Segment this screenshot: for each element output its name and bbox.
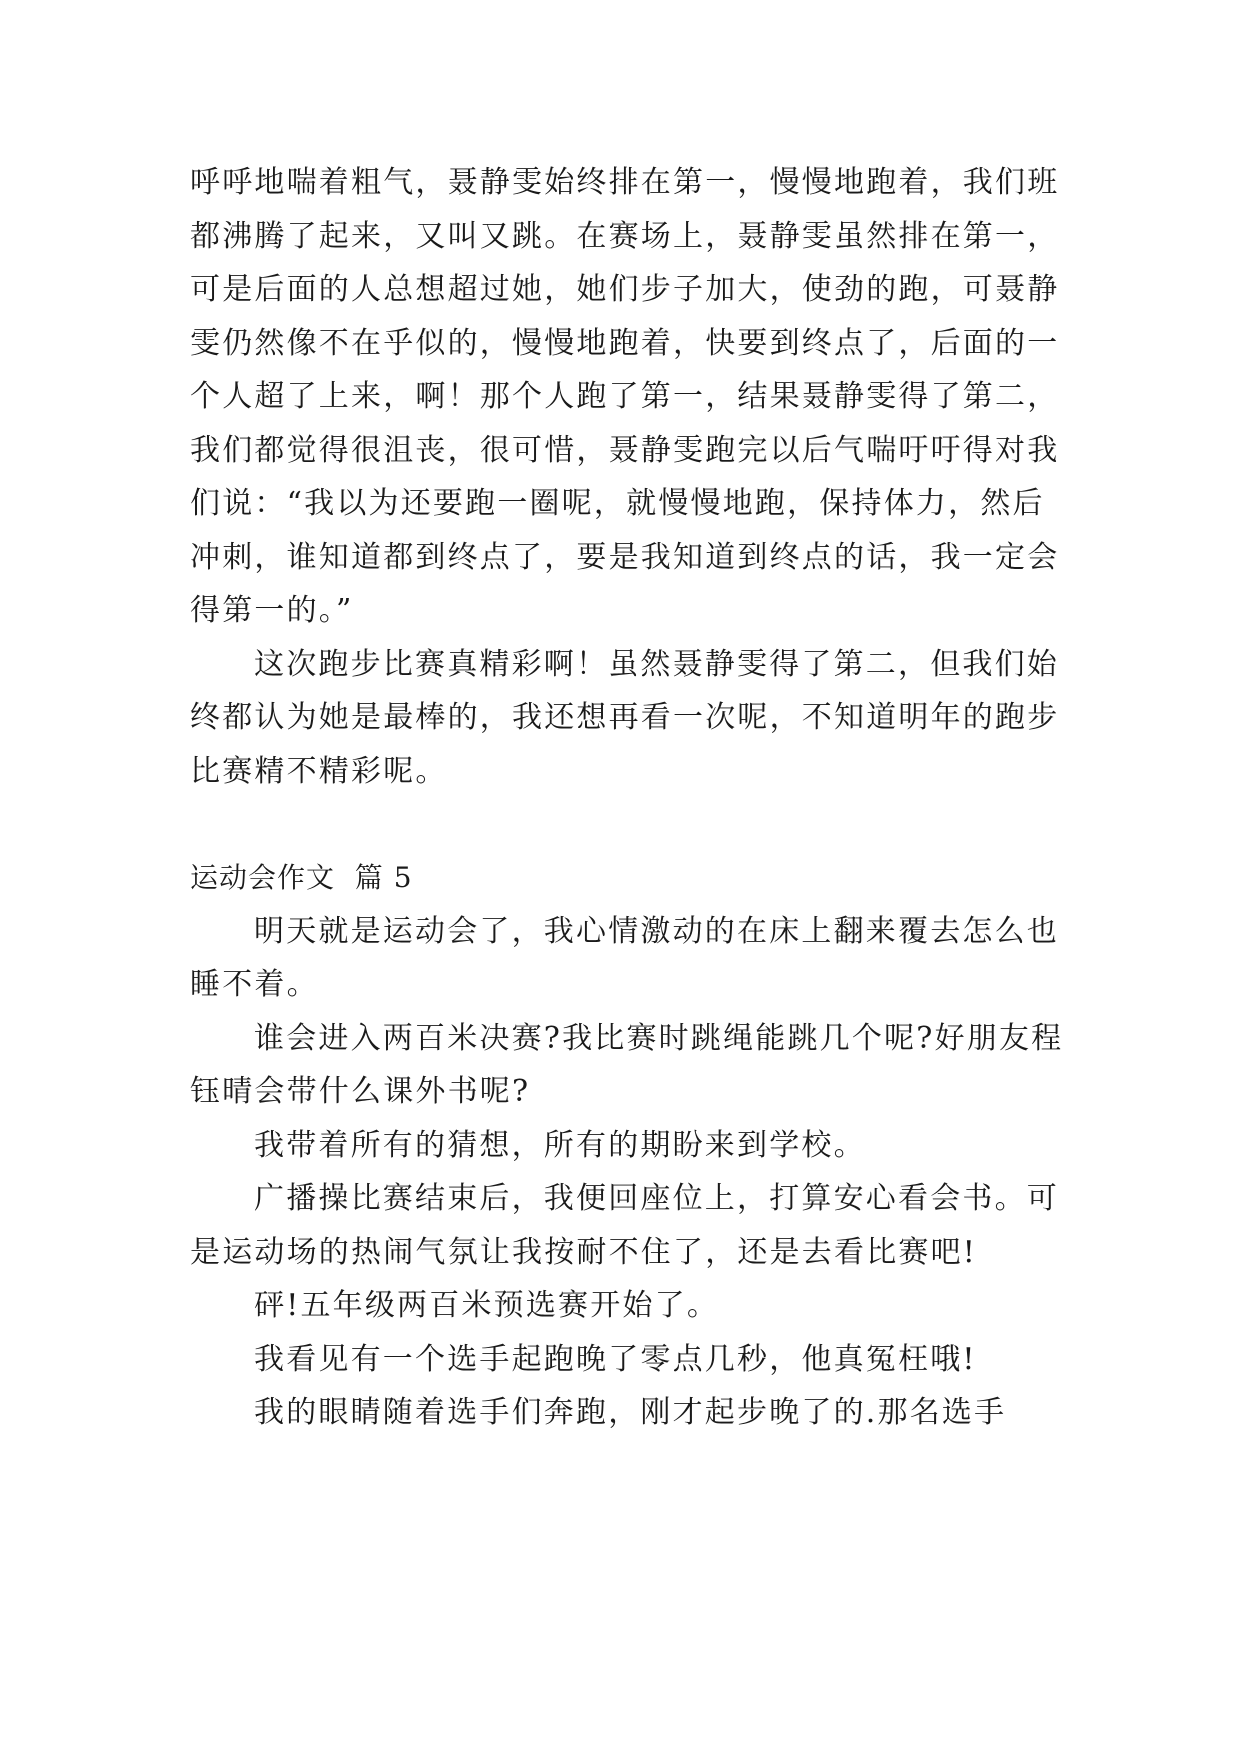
paragraph-watching: 我的眼睛随着选手们奔跑，刚才起步晚了的.那名选手 [254,1395,1007,1430]
paragraph-arrive-school: 我带着所有的猜想，所有的期盼来到学校。 [254,1127,866,1163]
paragraph-eve-of-meet: 明天就是运动会了，我心情激动的在床上翻来覆去怎么也睡不着。 [190,913,1059,1002]
section-spacer [190,798,1070,851]
paragraph-race-conclusion: 这次跑步比赛真精彩啊！虽然聂静雯得了第二，但我们始终都认为她是最棒的，我还想再看一次呢，不知道明年的跑步比赛精不精彩呢。 [190,646,1060,789]
paragraph-race-start: 砰!五年级两百米预选赛开始了。 [254,1288,720,1323]
paragraph-late-start: 我看见有一个选手起跑晚了零点几秒，他真冤枉哦! [254,1341,977,1377]
section-title: 运动会作文 篇 5 [190,861,413,894]
paragraph-race-narrative: 呼呼地喘着粗气，聂静雯始终排在第一，慢慢地跑着，我们班都沸腾了起来，又叫又跳。在赛场上，聂静雯虽然排在第一，可是后面的人总想超过她，她们步子加大，使劲的跑，可聂静雯仍然像不在乎似的，慢慢地跑着，快要到终点了，后面的一个人超了上来，啊！那个人跑了第一，结果聂静雯得了第二，我们都觉得很沮丧，很可惜，聂静雯跑完以后气喘吁吁得对我们说：“我以为还要跑一圈呢，就慢慢地跑，保持体力，然后冲刺，谁知道都到终点了，要是我知道到终点的话，我一定会得第一的。” [190,165,1060,628]
paragraph-after-exercise: 广播操比赛结束后，我便回座位上，打算安心看会书。可是运动场的热闹气氛让我按耐不住了，还是去看比赛吧! [190,1181,1059,1270]
document-page [190,156,1070,1440]
paragraph-questions: 谁会进入两百米决赛?我比赛时跳绳能跳几个呢?好朋友程钰晴会带什么课外书呢? [190,1020,1064,1109]
